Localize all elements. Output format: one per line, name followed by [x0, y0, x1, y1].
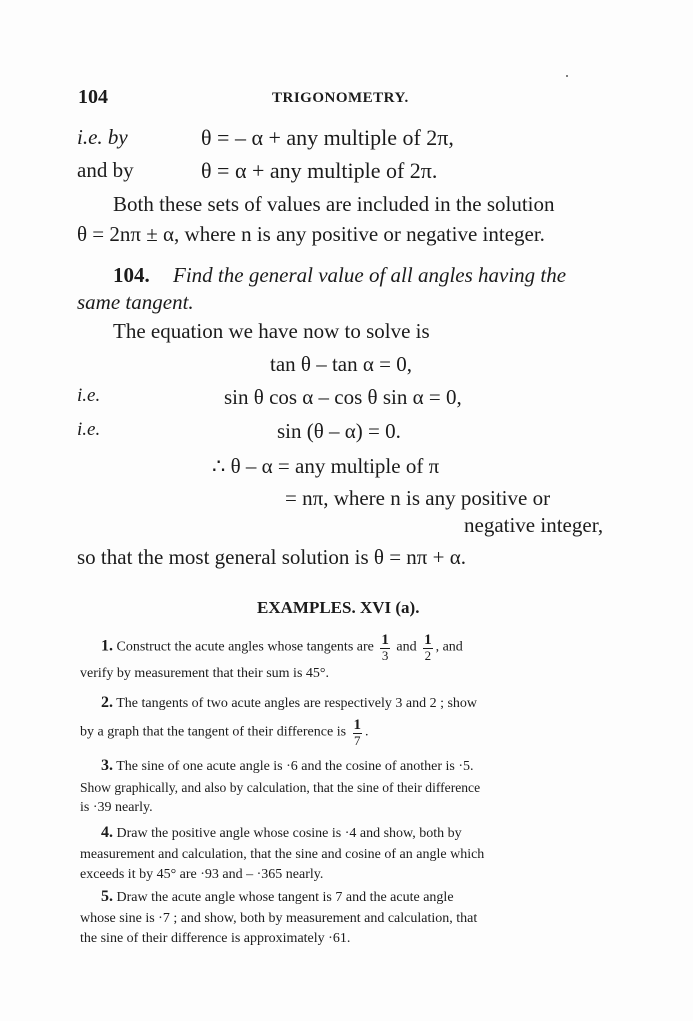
example-5-line-1: 5. Draw the acute angle whose tangent is 7 and the acute angle — [101, 888, 454, 905]
example-5-line-2: whose sine is ·7 ; and show, both by measurement and calculation, that — [80, 911, 478, 926]
example-1-line-2: verify by measurement that their sum is 45°. — [80, 666, 329, 681]
example-1-text: Construct the acute angles whose tangents are — [116, 639, 374, 655]
example-1-and: and — [396, 639, 417, 655]
paragraph-line-1: Both these sets of values are included in the solution — [113, 192, 555, 216]
example-3-number: 3. — [101, 757, 113, 774]
fraction-one-seventh: $\frac{1}{7}$ — [353, 717, 362, 748]
example-4-line-1: 4. Draw the positive angle whose cosine is ·4 and show, both by — [101, 824, 462, 841]
article-title-line-1: Find the general value of all angles having the — [173, 263, 567, 287]
conclusion: so that the most general solution is θ = nπ + α. — [77, 545, 466, 569]
equation-3-label: i.e. — [77, 419, 101, 440]
equation-3: sin (θ – α) = 0. — [277, 419, 401, 443]
examples-heading: EXAMPLES. XVI (a). — [257, 598, 420, 617]
line1-formula: θ = – α + any multiple of 2π, — [201, 125, 454, 150]
example-1-line-1 — [101, 633, 463, 662]
equation-2-label: i.e. — [77, 385, 101, 406]
article-title-line-2: same tangent. — [77, 290, 194, 314]
example-2-line-1: 2. The tangents of two acute angles are respectively 3 and 2 ; show — [101, 694, 478, 711]
example-1-number: 1. — [101, 637, 113, 655]
example-1-tail: , and — [435, 639, 463, 655]
line2-label: and by — [77, 158, 134, 182]
example-4-line-2: measurement and calculation, that the sine and cosine of an angle which — [80, 847, 485, 862]
example-4-number: 4. — [101, 824, 113, 841]
stray-mark — [566, 75, 568, 77]
article-intro: The equation we have now to solve is — [113, 319, 430, 343]
example-5-number: 5. — [101, 888, 113, 905]
article-number: 104. — [113, 263, 150, 287]
example-2-line-2: by a graph that the tangent of their difference is $\frac{1}{7}$ . — [80, 717, 369, 748]
equation-5: = nπ, where n is any positive or — [285, 486, 551, 510]
example-4-line-3: exceeds it by 45° are ·93 and – ·365 nearly. — [80, 867, 324, 882]
line1-label: i.e. by — [77, 125, 128, 149]
equation-4: ∴ θ – α = any multiple of π — [212, 454, 440, 478]
equation-6: negative integer, — [464, 513, 604, 537]
equation-1: tan θ – tan α = 0, — [270, 352, 412, 376]
example-3-line-3: is ·39 nearly. — [80, 800, 153, 815]
line2-formula: θ = α + any multiple of 2π. — [201, 158, 438, 183]
running-title: TRIGONOMETRY. — [272, 90, 409, 106]
fraction-one-half: $\frac{1}{2}$ — [424, 632, 432, 663]
example-2-number: 2. — [101, 694, 113, 711]
fraction-one-third: $\frac{1}{3}$ — [381, 632, 389, 663]
example-3-line-2: Show graphically, and also by calculation, that the sine of their difference — [80, 780, 481, 795]
example-5-line-3: the sine of their difference is approximately ·61. — [80, 931, 351, 946]
page-number: 104 — [78, 86, 108, 108]
example-3-line-1: 3. The sine of one acute angle is ·6 and the cosine of another is ·5. — [101, 757, 474, 774]
paragraph-line-2: θ = 2nπ ± α, where n is any positive or negative integer. — [77, 222, 545, 246]
equation-2: sin θ cos α – cos θ sin α = 0, — [224, 385, 462, 409]
